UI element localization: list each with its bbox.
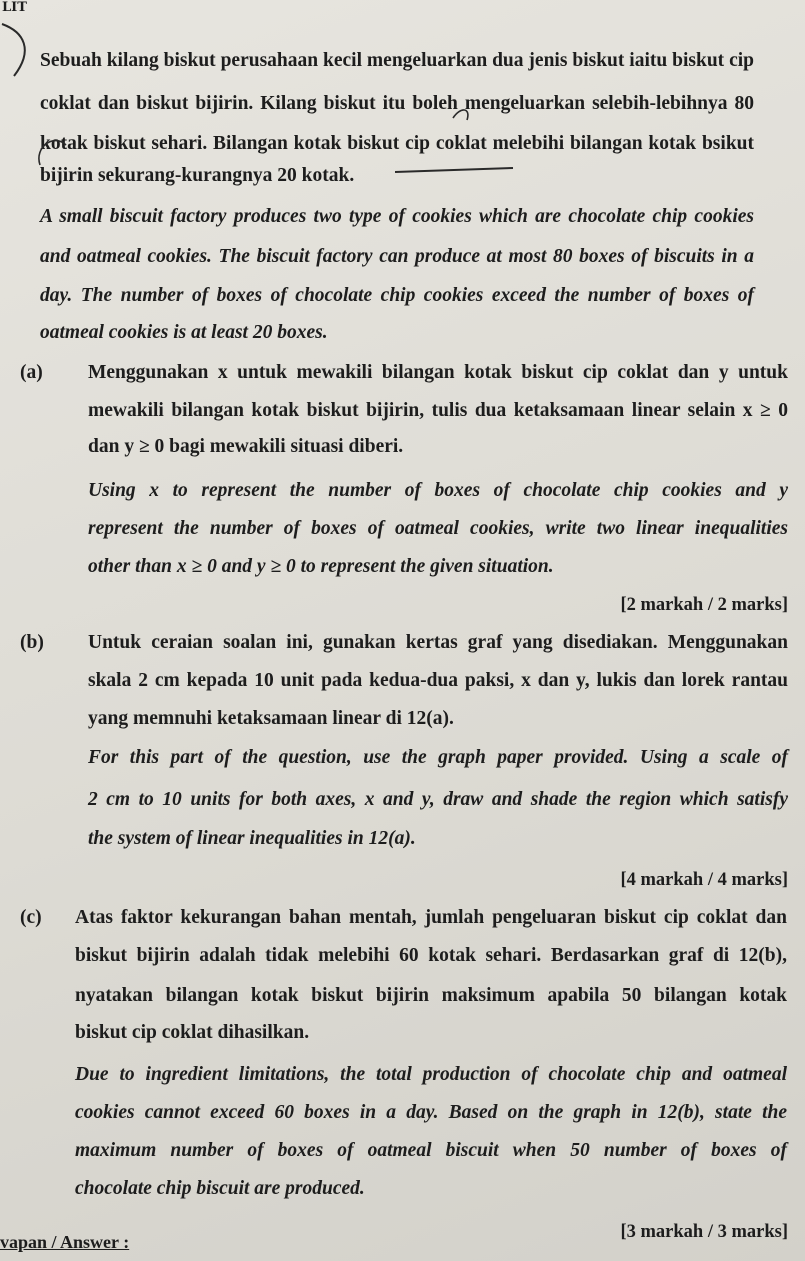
header-fragment: LIT [2,0,27,15]
part-b-ms-line-1: Untuk ceraian soalan ini, gunakan kertas graf yang disediakan. Menggunakan [88,632,788,653]
part-b-label: (b) [20,632,44,653]
intro-en-line-3: day. The number of boxes of chocolate chip cookies exceed the number of boxes of [40,285,754,306]
part-b-marks: [4 markah / 4 marks] [620,870,788,890]
part-c-en-line-4: chocolate chip biscuit are produced. [75,1178,365,1199]
intro-ms-line-3: kotak biskut sehari. Bilangan kotak biskut cip coklat melebihi bilangan kotak bsikut [40,133,754,154]
part-a-ms-line-3: dan y ≥ 0 bagi mewakili situasi diberi. [88,436,404,457]
part-c-en-line-2: cookies cannot exceed 60 boxes in a day. Based on the graph in 12(b), state the [75,1102,787,1123]
part-b-ms-line-2: skala 2 cm kepada 10 unit pada kedua-dua paksi, x dan y, lukis dan lorek rantau [88,670,788,691]
handwritten-curve-mark [0,10,40,80]
part-b-ms-line-3: yang memnuhi ketaksamaan linear di 12(a). [88,708,454,729]
part-c-marks: [3 markah / 3 marks] [620,1222,788,1242]
part-c-en-line-3: maximum number of boxes of oatmeal biscuit when 50 number of boxes of [75,1140,787,1161]
handwritten-circle-mark [30,125,80,185]
answer-label: vapan / Answer : [0,1232,130,1252]
intro-en-line-4: oatmeal cookies is at least 20 boxes. [40,322,328,343]
part-c-ms-line-1: Atas faktor kekurangan bahan mentah, jumlah pengeluaran biskut cip coklat dan [75,907,787,928]
part-a-en-line-2: represent the number of boxes of oatmeal cookies, write two linear inequalities [88,518,788,539]
part-c-en-line-1: Due to ingredient limitations, the total production of chocolate chip and oatmeal [75,1064,787,1085]
part-c-ms-line-3: nyatakan bilangan kotak biskut bijirin maksimum apabila 50 bilangan kotak [75,985,787,1006]
part-a-label: (a) [20,362,43,383]
intro-ms-line-4: bijirin sekurang-kurangnya 20 kotak. [40,165,355,186]
part-a-ms-line-1: Menggunakan x untuk mewakili bilangan kotak biskut cip coklat dan y untuk [88,362,788,383]
part-b-en-line-2: 2 cm to 10 units for both axes, x and y, draw and shade the region which satisfy [88,789,788,810]
intro-ms-line-2: coklat dan biskut bijirin. Kilang biskut itu boleh mengeluarkan selebih-lebihnya 80 [40,93,754,114]
handwritten-annotation [395,100,525,180]
part-c-ms-line-4: biskut cip coklat dihasilkan. [75,1022,310,1043]
intro-en-line-1: A small biscuit factory produces two type of cookies which are chocolate chip cookies [40,206,754,227]
part-c-ms-line-2: biskut bijirin adalah tidak melebihi 60 kotak sehari. Berdasarkan graf di 12(b), [75,945,787,966]
part-a-en-line-3: other than x ≥ 0 and y ≥ 0 to represent the given situation. [88,556,554,577]
intro-en-line-2: and oatmeal cookies. The biscuit factory can produce at most 80 boxes of biscuits in a [40,246,754,267]
part-b-en-line-1: For this part of the question, use the graph paper provided. Using a scale of [88,747,788,768]
intro-ms-line-1: Sebuah kilang biskut perusahaan kecil mengeluarkan dua jenis biskut iaitu biskut cip [40,50,754,71]
part-a-marks: [2 markah / 2 marks] [620,595,788,615]
part-b-en-line-3: the system of linear inequalities in 12(a). [88,828,416,849]
part-a-en-line-1: Using x to represent the number of boxes of chocolate chip cookies and y [88,480,788,501]
part-a-ms-line-2: mewakili bilangan kotak biskut bijirin, tulis dua ketaksamaan linear selain x ≥ 0 [88,400,788,421]
part-c-label: (c) [20,907,42,928]
